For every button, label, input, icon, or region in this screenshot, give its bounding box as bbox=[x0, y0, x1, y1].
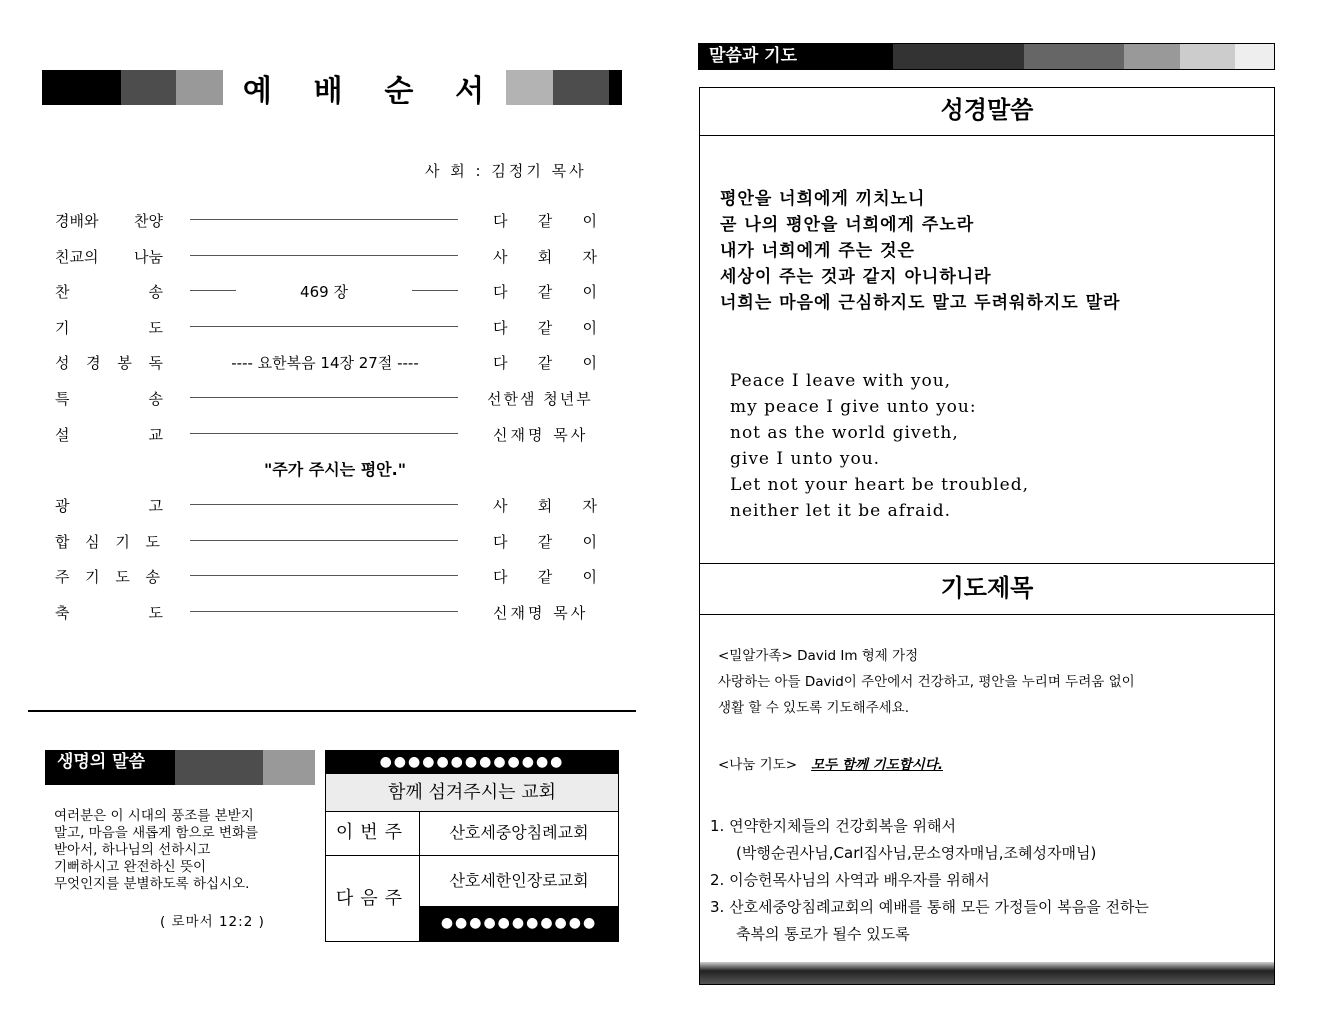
order-item-scripture: 성 경 봉 독 ---- 요한복음 14장 27절 ---- 다 같 이 bbox=[55, 354, 597, 373]
this-week-church: 산호세중앙침례교회 bbox=[420, 811, 618, 856]
prayer-items bbox=[710, 813, 1149, 948]
word-of-life-title: 생명의 말씀 bbox=[45, 750, 175, 785]
worship-order-title: 예 배 순 서 bbox=[223, 70, 506, 105]
serving-churches-header: 함께 섬겨주시는 교회 bbox=[326, 773, 618, 812]
order-item: 친교의 나눔 사 회 자 bbox=[55, 247, 597, 266]
worship-order-list bbox=[55, 202, 615, 630]
this-week-label: 이번주 bbox=[326, 811, 420, 856]
order-item: 합 심 기 도 다 같 이 bbox=[55, 532, 597, 551]
list-item: 3. 산호세중앙침례교회의 예배를 통해 모든 가정들이 복음을 전하는 bbox=[710, 898, 1149, 916]
prayer-share: <나눔 기도> 모두 함께 기도합시다. bbox=[718, 757, 943, 773]
order-item: 경배와 찬양 다 같 이 bbox=[55, 212, 597, 230]
korean-verse: 평안을 너희에게 끼치노니 곧 나의 평안을 너희에게 주노라 내가 너희에게 주는 것은 세상이 주는 것과 같지 아니하니라 너희는 마음에 근심하지도 말고 두려워하지도 말라 bbox=[720, 189, 1121, 313]
order-item: 주 기 도 송 다 같 이 bbox=[55, 568, 597, 587]
next-week-church: 산호세한인장로교회 bbox=[449, 871, 589, 890]
order-item-sermon: 설 교 신재명 목사 bbox=[55, 425, 589, 444]
sermon-title: "주가 주시는 평안." bbox=[263, 460, 407, 480]
prayer-heading: 기도제목 bbox=[700, 563, 1274, 615]
serving-churches-table bbox=[325, 750, 619, 942]
prayer-family: <밀알가족> David Im 형제 가정 사랑하는 아들 David이 주안에서 건강하고, 평안을 누리며 두려움 없이 생활 할 수 있도록 기도해주세요. bbox=[718, 648, 1135, 716]
word-of-life-text: 여러분은 이 시대의 풍조를 본받지 말고, 마음을 새롭게 함으로 변화를 받아서, 하나님의 선하시고 기뻐하시고 완전하신 뜻이 무엇인지를 분별하도록 하십시오. bbox=[54, 808, 259, 892]
worship-order-header bbox=[42, 70, 622, 109]
list-item: (박행순권사님,Carl집사님,문소영자매님,조혜성자매님) bbox=[736, 844, 1097, 862]
word-of-life-reference: ( 로마서 12:2 ) bbox=[160, 914, 265, 930]
word-and-prayer-header bbox=[698, 43, 1275, 70]
order-item: 광 고 사 회 자 bbox=[55, 497, 597, 516]
order-item-special-song: 특 송 선한샘 청년부 bbox=[55, 389, 593, 408]
list-item: 축복의 통로가 될수 있도록 bbox=[736, 925, 910, 943]
presider: 사 회 : 김정기 목사 bbox=[425, 162, 587, 180]
word-of-life-header bbox=[45, 750, 315, 785]
order-item: 기 도 다 같 이 bbox=[55, 318, 597, 337]
order-item-hymn: 찬 송 469 장 다 같 이 bbox=[55, 283, 597, 302]
order-item-benediction: 축 도 신재명 목사 bbox=[55, 603, 589, 622]
list-item: 2. 이승헌목사님의 사역과 배우자를 위해서 bbox=[710, 871, 990, 889]
divider bbox=[28, 710, 636, 712]
scripture-heading: 성경말씀 bbox=[700, 88, 1274, 136]
next-week-label: 다음주 bbox=[326, 856, 420, 941]
list-item: 1. 연약한지체들의 건강회복을 위해서 bbox=[710, 817, 956, 835]
english-verse: Peace I leave with you, my peace I give unto you: not as the world giveth, give I unto you. Let not your heart be troubled, neither let it be afraid. bbox=[730, 371, 1029, 521]
word-and-prayer-title: 말씀과 기도 bbox=[699, 44, 893, 69]
dots-decoration: ●●●●●●●●●●●●● bbox=[326, 751, 618, 773]
panel-footer-bar bbox=[700, 962, 1274, 984]
word-and-prayer-panel bbox=[699, 87, 1275, 985]
dots-decoration: ●●●●●●●●●●● bbox=[420, 906, 618, 941]
